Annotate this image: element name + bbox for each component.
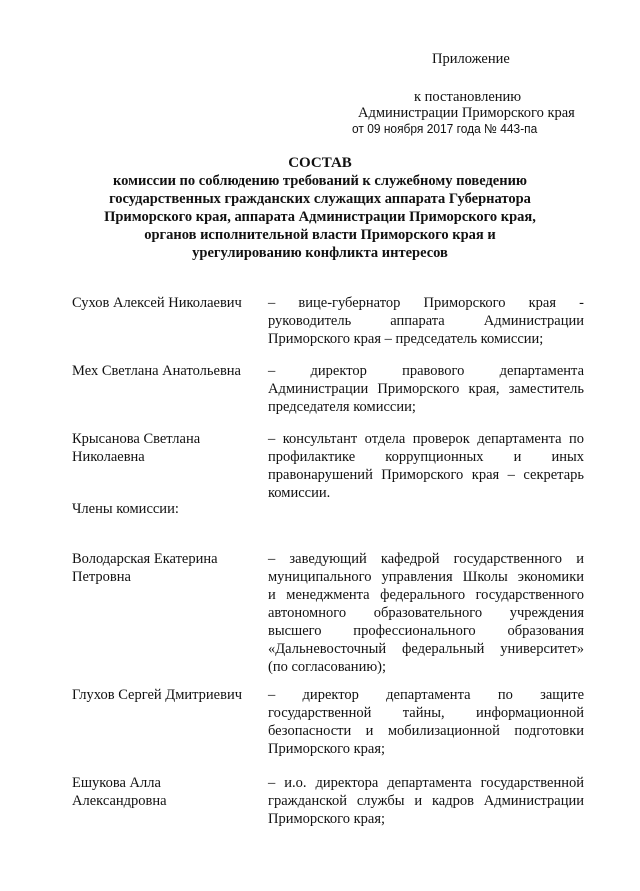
member-role xyxy=(268,774,584,828)
role-line: Приморского края; xyxy=(268,741,386,757)
member-name xyxy=(72,686,262,704)
role-line: Приморского края; xyxy=(268,811,386,827)
decree-authority-line: Администрации Приморского края xyxy=(358,105,575,121)
member-name xyxy=(72,774,262,810)
subtitle-line: Приморского края, аппарата Администрации Приморского края, xyxy=(104,209,536,225)
role-line: безопасности и мобилизационной подготовки xyxy=(268,723,584,739)
role-line: Приморского края – председатель комиссии; xyxy=(268,331,544,347)
name-line: Володарская Екатерина xyxy=(72,551,218,567)
role-line: гражданской службы и кадров Администрации xyxy=(268,793,584,809)
subtitle-line: органов исполнительной власти Приморского края и xyxy=(144,227,496,243)
document-title: СОСТАВ xyxy=(288,155,352,171)
role-line: правонарушений Приморского края – секретарь xyxy=(268,467,584,483)
role-line: и менеджмента федерального государственного xyxy=(268,587,584,603)
role-line: – консультант отдела проверок департамента по xyxy=(268,431,584,447)
member-name xyxy=(72,550,262,586)
role-line: государственной тайны, информационной xyxy=(268,705,584,721)
role-line: Администрации Приморского края, заместитель xyxy=(268,381,584,397)
subtitle-line: государственных гражданских служащих аппарата Губернатора xyxy=(109,191,531,207)
subtitle-line: урегулированию конфликта интересов xyxy=(192,245,448,261)
member-role xyxy=(268,686,584,758)
name-line: Мех Светлана Анатольевна xyxy=(72,363,241,379)
role-line: муниципального управления Школы экономики xyxy=(268,569,584,585)
name-line: Сухов Алексей Николаевич xyxy=(72,295,242,311)
role-line: автономного образовательного учреждения xyxy=(268,605,584,621)
name-line: Александровна xyxy=(72,793,167,809)
role-line: высшего профессионального образования xyxy=(268,623,584,639)
role-line: – заведующий кафедрой государственного и xyxy=(268,551,584,567)
member-role xyxy=(268,550,584,676)
member-role-secretary xyxy=(268,430,584,502)
role-line: (по согласованию); xyxy=(268,659,387,675)
member-name-deputy xyxy=(72,362,262,380)
role-line: – директор правового департамента xyxy=(268,363,584,379)
name-line: Ешукова Алла xyxy=(72,775,161,791)
role-line: – вице-губернатор Приморского края - xyxy=(268,295,584,311)
role-line: профилактике коррупционных и иных xyxy=(268,449,584,465)
document-subtitle xyxy=(0,172,640,262)
member-name-secretary xyxy=(72,430,262,466)
subtitle-line: комиссии по соблюдению требований к служебному поведению xyxy=(112,173,528,189)
decree-date-number-line: от 09 ноября 2017 года № 443-па xyxy=(352,121,538,136)
member-role-deputy xyxy=(268,362,584,416)
appendix-label: Приложение xyxy=(432,51,510,67)
name-line: Николаевна xyxy=(72,449,145,465)
name-line: Крысанова Светлана xyxy=(72,431,201,447)
role-line: председателя комиссии; xyxy=(268,399,416,415)
decree-reference-line: к постановлению xyxy=(414,89,522,105)
role-line: комиссии. xyxy=(268,485,331,501)
name-line: Петровна xyxy=(72,569,131,585)
name-line: Глухов Сергей Дмитриевич xyxy=(72,687,242,703)
member-name-chairman xyxy=(72,294,262,312)
role-line: – директор департамента по защите xyxy=(268,687,584,703)
member-role-chairman xyxy=(268,294,584,348)
members-section-label: Члены комиссии: xyxy=(72,501,179,517)
role-line: «Дальневосточный федеральный университет» xyxy=(268,641,584,657)
role-line: – и.о. директора департамента государственной xyxy=(268,775,584,791)
role-line: руководитель аппарата Администрации xyxy=(268,313,584,329)
